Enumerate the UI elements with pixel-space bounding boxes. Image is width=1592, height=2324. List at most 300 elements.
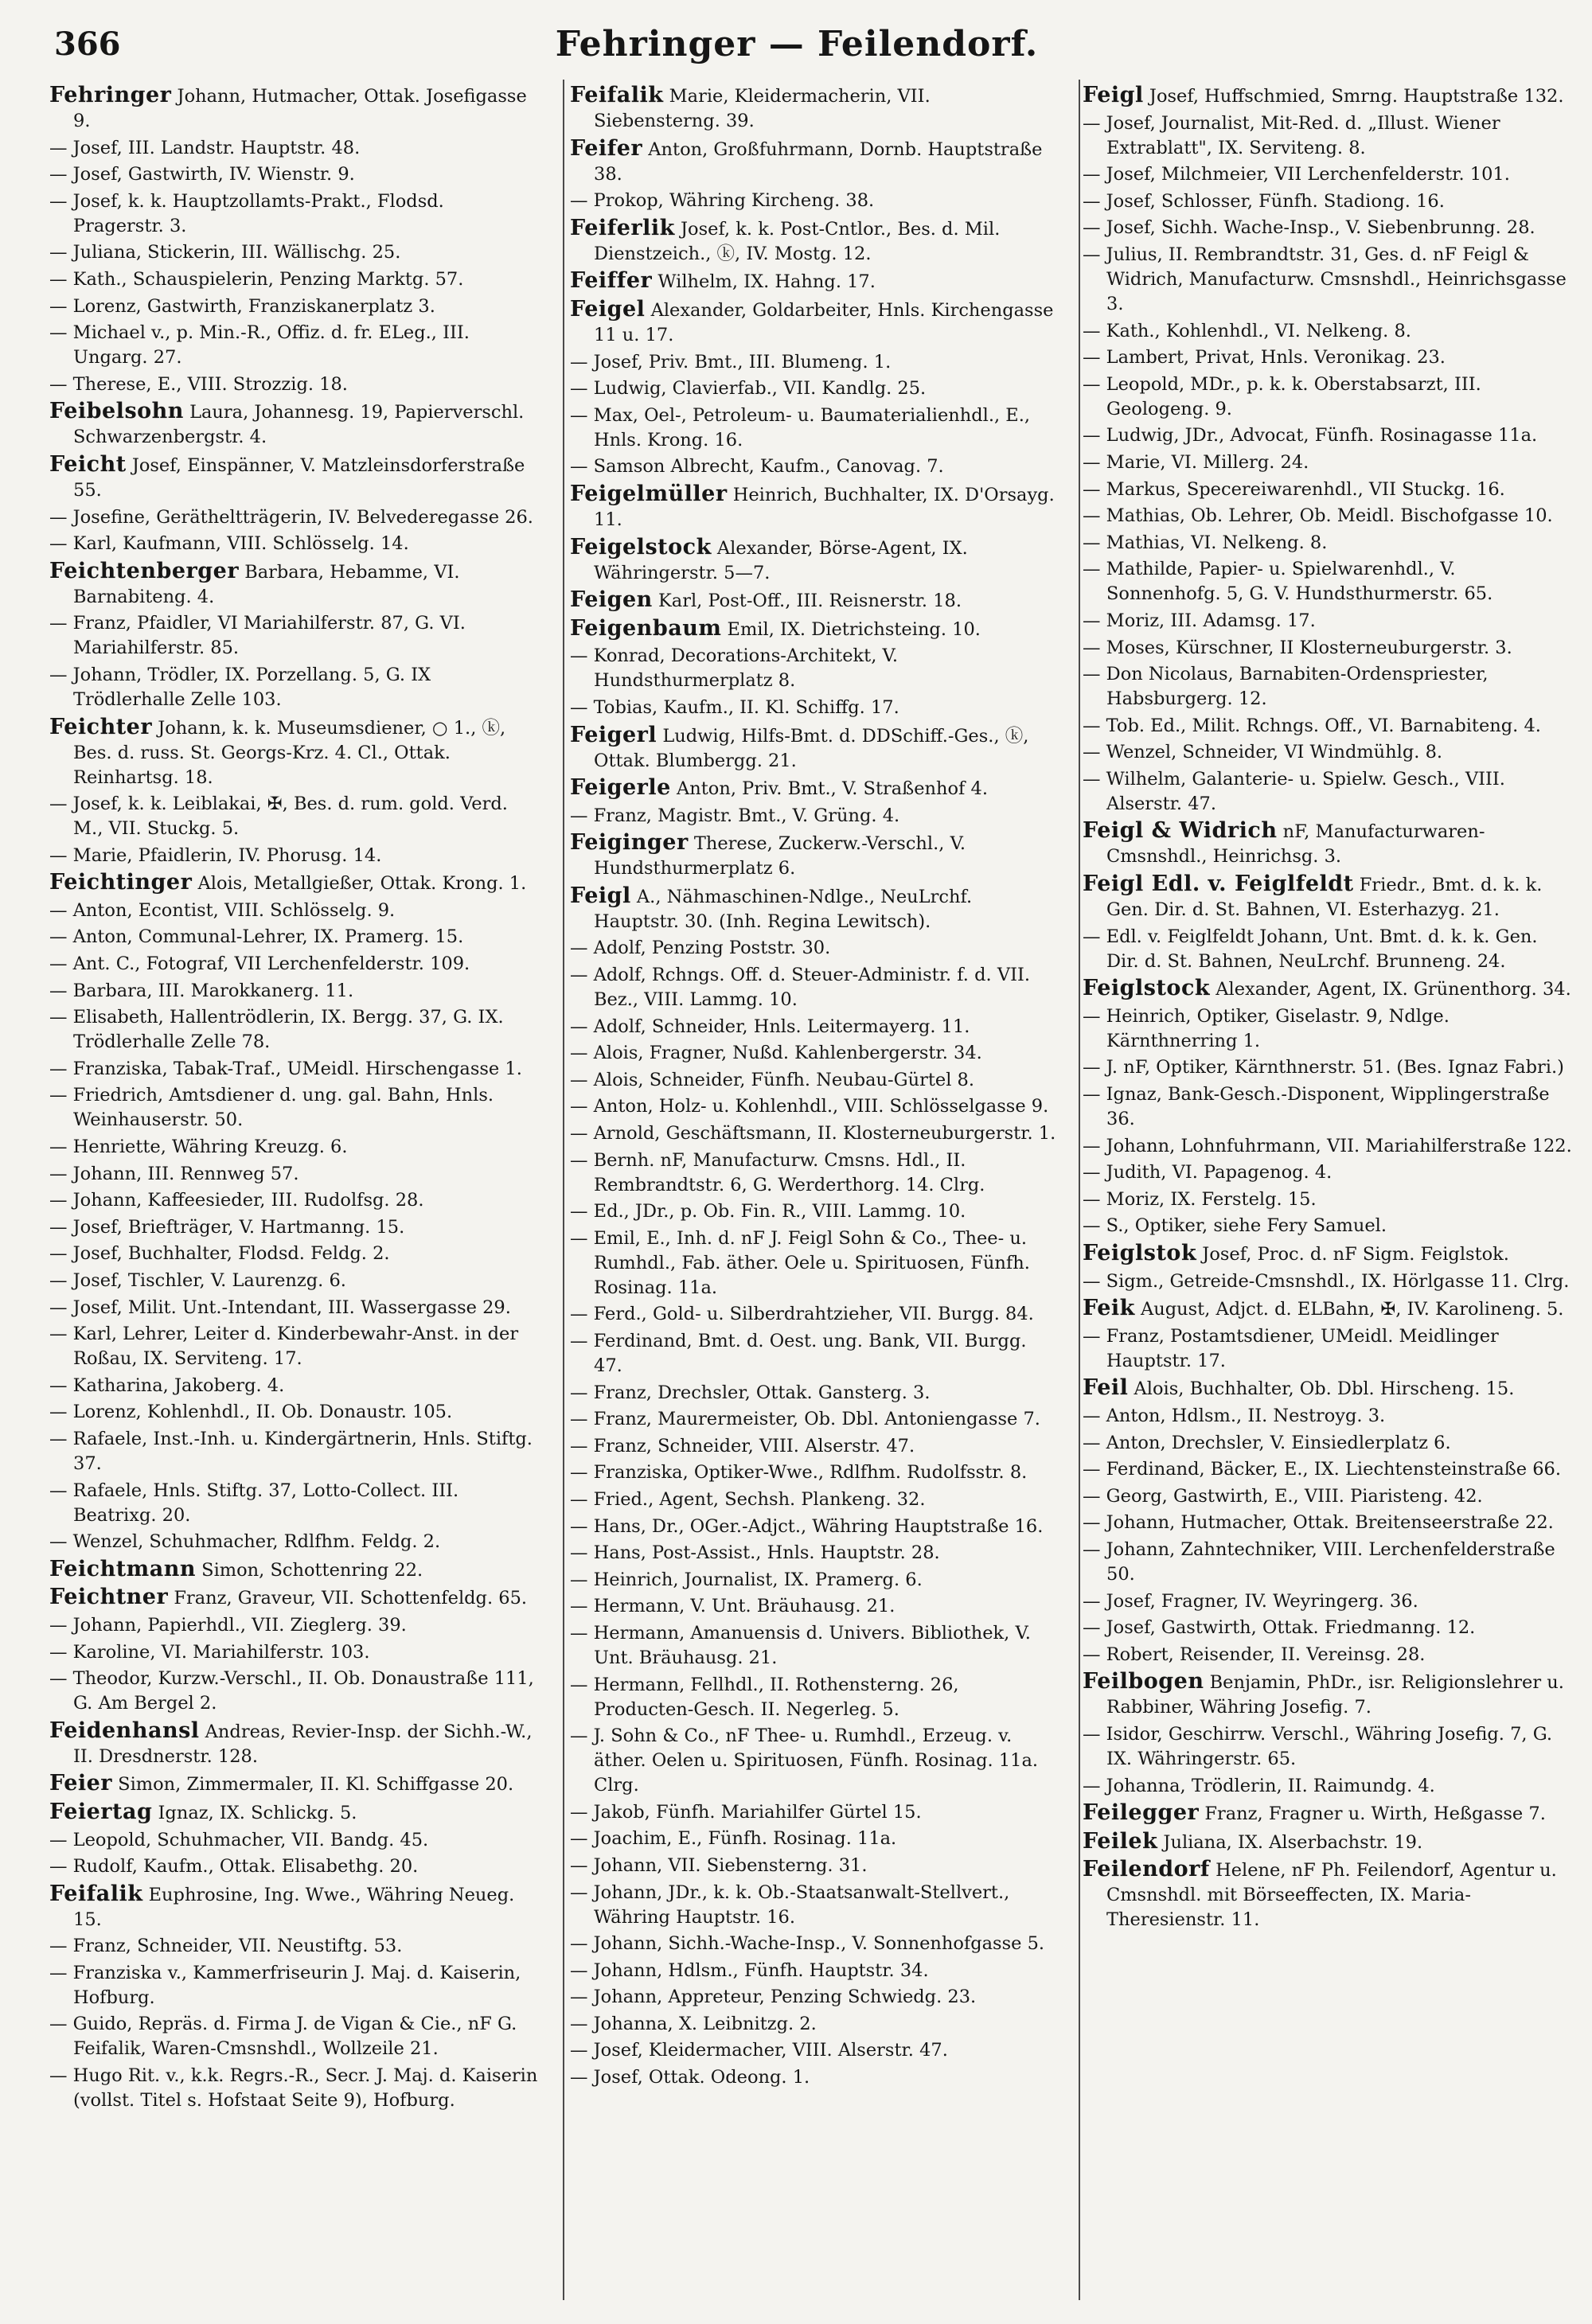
entry-details: Friedr., Bmt. d. k. k. Gen. Dir. d. St. Bahnen, VI. Esterhazyg. 21. xyxy=(1106,875,1543,921)
directory-entry xyxy=(1083,1082,1573,1132)
entry-surname: Feibelsohn xyxy=(49,399,184,424)
directory-entry xyxy=(1083,1511,1573,1535)
directory-entry xyxy=(570,83,1060,134)
directory-entry xyxy=(1083,1457,1573,1482)
directory-entry xyxy=(1083,740,1573,765)
entry-details: — Johann, Trödler, IX. Porzellang. 5, G. IX Trödlerhalle Zelle 103. xyxy=(49,664,431,710)
directory-entry xyxy=(49,844,540,868)
entry-details: — Johann, Hdlsm., Fünfh. Hauptstr. 34. xyxy=(570,1959,929,1981)
entry-details: — Josef, Priv. Bmt., III. Blumeng. 1. xyxy=(570,351,892,372)
entry-details: — Heinrich, Optiker, Giselastr. 9, Ndlge. Kärnthnerring 1. xyxy=(1083,1005,1450,1051)
directory-entry xyxy=(49,240,540,265)
entry-details: Alexander, Goldarbeiter, Hnls. Kirchengasse 11 u. 17. xyxy=(594,299,1054,345)
directory-entry xyxy=(1083,1800,1573,1827)
entry-details: — Guido, Repräs. d. Firma J. de Vigan & Cie., nF G. Feifalik, Waren-Cmsnshdl., Wollzeile 21. xyxy=(49,2014,517,2060)
entry-details: Alexander, Börse-Agent, IX. Währingerstr. 5—7. xyxy=(594,537,968,583)
entry-details: — Ferd., Gold- u. Silberdrahtzieher, VII. Burgg. 84. xyxy=(570,1304,1034,1325)
entry-details: — Heinrich, Journalist, IX. Pramerg. 6. xyxy=(570,1569,923,1590)
entry-surname: Feidenhansl xyxy=(49,1718,200,1743)
entry-details: — J. Sohn & Co., nF Thee- u. Rumhdl., Erzeug. v. äther. Oelen u. Spirituosen, Fünfh. Rosinag. 11a. Clrg. xyxy=(570,1725,1039,1796)
directory-entry xyxy=(1083,345,1573,370)
entry-surname: Feiffer xyxy=(570,268,653,294)
entry-details: — Josef, Sichh. Wache-Insp., V. Siebenbrunng. 28. xyxy=(1083,217,1535,239)
entry-details: — Karl, Kaufmann, VIII. Schlösselg. 14. xyxy=(49,533,409,555)
entry-surname: Feigelmüller xyxy=(570,481,728,506)
entry-surname: Feiglstock xyxy=(1083,976,1211,1001)
directory-entry xyxy=(1083,1004,1573,1054)
entry-details: — Franziska, Optiker-Wwe., Rdlfhm. Rudolfsstr. 8. xyxy=(570,1462,1028,1484)
entry-details: — Johanna, Trödlerin, II. Raimundg. 4. xyxy=(1083,1775,1435,1796)
entry-details: — Tobias, Kaufm., II. Kl. Schiffg. 17. xyxy=(570,696,899,718)
directory-entry xyxy=(49,1188,540,1213)
directory-entry xyxy=(1083,557,1573,606)
directory-entry xyxy=(49,189,540,239)
entry-surname: Feiginger xyxy=(570,830,689,856)
entry-details: — Franz, Maurermeister, Ob. Dbl. Antoniengasse 7. xyxy=(570,1409,1040,1430)
directory-entry xyxy=(49,1269,540,1293)
entry-surname: Feilek xyxy=(1083,1828,1158,1854)
entry-details: — Hans, Dr., OGer.-Adjct., Währing Hauptstraße 16. xyxy=(570,1515,1044,1537)
entry-details: — Katharina, Jakoberg. 4. xyxy=(49,1375,285,1396)
entry-details: — Anton, Communal-Lehrer, IX. Pramerg. 15. xyxy=(49,926,464,948)
entry-details: — Lorenz, Kohlenhdl., II. Ob. Donaustr. 105. xyxy=(49,1402,453,1423)
directory-entry xyxy=(570,1724,1060,1798)
directory-entry xyxy=(1083,319,1573,344)
directory-entry xyxy=(570,587,1060,614)
directory-entry xyxy=(49,1881,540,1932)
entry-details: — Rafaele, Hnls. Stiftg. 37, Lotto-Collect. III. Beatrixg. 20. xyxy=(49,1480,459,1526)
directory-entry xyxy=(570,350,1060,375)
entry-details: — Kath., Schauspielerin, Penzing Marktg. 57. xyxy=(49,268,464,290)
entry-surname: Feifalik xyxy=(570,83,664,107)
entry-details: — Samson Albrecht, Kaufm., Canovag. 7. xyxy=(570,456,944,478)
directory-entry xyxy=(570,2065,1060,2090)
entry-details: — Fried., Agent, Sechsh. Plankeng. 32. xyxy=(570,1488,926,1510)
entry-details: Andreas, Revier-Insp. der Sichh.-W., II. Dresdnerstr. 128. xyxy=(73,1721,533,1767)
entry-details: — Isidor, Geschirrw. Verschl., Währing Josefig. 7, G. IX. Währingerstr. 65. xyxy=(1083,1723,1553,1769)
entry-details: — Ignaz, Bank-Gesch.-Disponent, Wipplingerstraße 36. xyxy=(1083,1084,1550,1130)
entry-details: — Moriz, III. Adamsg. 17. xyxy=(1083,610,1316,631)
directory-entry xyxy=(49,505,540,530)
directory-entry xyxy=(1083,1296,1573,1322)
directory-entry xyxy=(1083,423,1573,448)
entry-details: — Adolf, Schneider, Hnls. Leitermayerg. 11. xyxy=(570,1016,970,1037)
directory-entry xyxy=(49,1005,540,1055)
entry-details: — Josef, Ottak. Odeong. 1. xyxy=(570,2067,810,2088)
directory-entry xyxy=(1083,111,1573,161)
entry-details: Laura, Johannesg. 19, Papierverschl. Schwarzenbergstr. 4. xyxy=(73,402,525,448)
directory-entry xyxy=(1083,1134,1573,1159)
directory-entry xyxy=(49,1828,540,1853)
directory-entry xyxy=(49,267,540,292)
directory-entry xyxy=(570,1854,1060,1878)
entry-surname: Feifalik xyxy=(49,1881,143,1906)
directory-entry xyxy=(49,1242,540,1266)
entry-details: — Leopold, MDr., p. k. k. Oberstabsarzt, III. Geologeng. 9. xyxy=(1083,373,1481,419)
entry-details: — Alois, Schneider, Fünfh. Neubau-Gürtel 8. xyxy=(570,1069,975,1090)
directory-entry xyxy=(570,297,1060,348)
directory-entry xyxy=(49,952,540,977)
directory-entry xyxy=(570,1515,1060,1539)
directory-entry xyxy=(1083,609,1573,634)
directory-entry xyxy=(1083,1538,1573,1587)
directory-entry xyxy=(570,1068,1060,1093)
directory-entry xyxy=(49,1934,540,1959)
entry-surname: Feicht xyxy=(49,451,127,477)
entry-details: — Josef, Briefträger, V. Hartmanng. 15. xyxy=(49,1216,405,1238)
entry-surname: Feigl xyxy=(1083,83,1144,107)
entry-surname: Feigen xyxy=(570,587,653,613)
directory-entry xyxy=(49,1854,540,1879)
entry-details: — Henriette, Währing Kreuzg. 6. xyxy=(49,1137,348,1158)
entry-details: — Hermann, Fellhdl., II. Rothensterng. 26, Producten-Gesch. II. Negerleg. 5. xyxy=(570,1674,959,1720)
entry-details: Juliana, IX. Alserbachstr. 19. xyxy=(1157,1831,1423,1853)
directory-entry xyxy=(570,1488,1060,1512)
directory-entry xyxy=(1083,531,1573,556)
directory-entry xyxy=(570,1932,1060,1956)
entry-details: — Juliana, Stickerin, III. Wällischg. 25. xyxy=(49,242,401,263)
entry-details: Alexander, Agent, IX. Grünenthorg. 34. xyxy=(1210,979,1571,1000)
directory-entry xyxy=(1083,1241,1573,1267)
entry-surname: Feik xyxy=(1083,1296,1135,1321)
directory-entry xyxy=(570,216,1060,267)
entry-details: A., Nähmaschinen-Ndlge., NeuLrchf. Hauptstr. 30. (Inh. Regina Lewitsch). xyxy=(594,886,973,932)
entry-details: — Ant. C., Fotograf, VII Lerchenfelderstr. 109. xyxy=(49,953,470,975)
directory-entry xyxy=(49,611,540,661)
directory-entry xyxy=(570,2038,1060,2063)
entry-surname: Feigerl xyxy=(570,722,657,747)
directory-entry xyxy=(570,1199,1060,1224)
directory-entry xyxy=(49,1667,540,1716)
directory-entry xyxy=(49,792,540,841)
entry-surname: Feilbogen xyxy=(1083,1669,1204,1694)
directory-entry xyxy=(49,1718,540,1769)
directory-entry xyxy=(570,696,1060,720)
directory-entry xyxy=(570,1094,1060,1119)
entry-details: — Joachim, E., Fünfh. Rosinag. 11a. xyxy=(570,1828,897,1850)
entry-details: — Josef, III. Landstr. Hauptstr. 48. xyxy=(49,137,361,158)
directory-entry xyxy=(49,1427,540,1476)
directory-entry xyxy=(570,535,1060,586)
entry-details: Johann, Hutmacher, Ottak. Josefigasse 9. xyxy=(73,86,527,131)
directory-entry xyxy=(1083,504,1573,528)
entry-details: Benjamin, PhDr., isr. Religionslehrer u. Rabbiner, Währing Josefig. 7. xyxy=(1106,1672,1564,1718)
page-title: Fehringer — Feilendorf. xyxy=(555,24,1039,64)
entry-details: — Josef, Milchmeier, VII Lerchenfelderstr. 101. xyxy=(1083,164,1510,185)
entry-details: — Josefine, Gerätheltträgerin, IV. Belvederegasse 26. xyxy=(49,506,533,528)
directory-entry xyxy=(570,268,1060,294)
directory-entry xyxy=(570,1302,1060,1327)
entry-details: — Moriz, IX. Ferstelg. 15. xyxy=(1083,1188,1317,1210)
directory-entry xyxy=(49,1800,540,1826)
directory-entry xyxy=(49,136,540,161)
entry-surname: Feil xyxy=(1083,1375,1129,1401)
entry-details: Euphrosine, Ing. Wwe., Währing Neueg. 15. xyxy=(73,1884,515,1930)
directory-entry xyxy=(1083,189,1573,214)
entry-details: — Mathilde, Papier- u. Spielwarenhdl., V. Sonnenhofg. 5, G. V. Hundsthurmerstr. 65. xyxy=(1083,559,1493,605)
entry-details: — Max, Oel-, Petroleum- u. Baumaterialienhdl., E., Hnls. Krong. 16. xyxy=(570,404,1031,450)
entry-details: — Markus, Specereiwarenhdl., VII Stuckg. 16. xyxy=(1083,478,1505,500)
directory-entry xyxy=(570,1881,1060,1930)
directory-entry xyxy=(49,532,540,556)
entry-details: — Anton, Econtist, VIII. Schlösselg. 9. xyxy=(49,899,396,921)
directory-entry xyxy=(1083,1722,1573,1772)
directory-entry xyxy=(570,1434,1060,1459)
entry-surname: Feigerle xyxy=(570,775,671,801)
entry-details: — Adolf, Penzing Poststr. 30. xyxy=(570,938,831,959)
entry-details: — Ferdinand, Bmt. d. Oest. ung. Bank, VII. Burgg. 47. xyxy=(570,1331,1027,1376)
directory-entry xyxy=(49,925,540,949)
entry-details: — J. nF, Optiker, Kärnthnerstr. 51. (Bes. Ignaz Fabri.) xyxy=(1083,1057,1564,1078)
entry-details: — Josef, Journalist, Mit-Red. d. „Illust. Wiener Extrablatt", IX. Serviteng. 8. xyxy=(1083,112,1500,158)
directory-entry xyxy=(1083,1160,1573,1185)
entry-details: — Karl, Lehrer, Leiter d. Kinderbewahr-Anst. in der Roßau, IX. Serviteng. 17. xyxy=(49,1324,519,1370)
directory-entry xyxy=(570,136,1060,187)
entry-details: — Alois, Fragner, Nußd. Kahlenbergerstr. 34. xyxy=(570,1043,982,1064)
directory-entry xyxy=(1083,872,1573,922)
entry-surname: Feiglstok xyxy=(1083,1241,1197,1265)
directory-entry xyxy=(1083,1324,1573,1374)
directory-entry xyxy=(49,83,540,134)
directory-entry xyxy=(570,1381,1060,1406)
directory-entry xyxy=(570,723,1060,774)
directory-entry xyxy=(570,804,1060,829)
entry-details: — Franz, Magistr. Bmt., V. Grüng. 4. xyxy=(570,805,900,826)
directory-entry xyxy=(570,1460,1060,1485)
directory-entry xyxy=(570,883,1060,934)
entry-details: — Franz, Postamtsdiener, UMeidl. Meidlinger Hauptstr. 17. xyxy=(1083,1325,1499,1371)
entry-details: — Moses, Kürschner, II Klosterneuburgerstr. 3. xyxy=(1083,637,1512,658)
entry-details: — Wenzel, Schuhmacher, Rdlfhm. Feldg. 2. xyxy=(49,1531,441,1553)
directory-entry xyxy=(1083,243,1573,317)
entry-surname: Feiferlik xyxy=(570,215,675,240)
entry-details: — Marie, VI. Millerg. 24. xyxy=(1083,451,1309,473)
directory-entry xyxy=(570,936,1060,961)
entry-details: — Julius, II. Rembrandtstr. 31, Ges. d. nF Feigl & Widrich, Manufacturw. Cmsnshdl., Heinrichsgasse 3. xyxy=(1083,244,1567,314)
directory-entry xyxy=(1083,1269,1573,1294)
entry-details: — Prokop, Währing Kircheng. 38. xyxy=(570,190,875,212)
directory-entry xyxy=(49,1400,540,1425)
directory-entry xyxy=(570,454,1060,479)
entry-details: — Theodor, Kurzw.-Verschl., II. Ob. Donaustraße 111, G. Am Bergel 2. xyxy=(49,1668,534,1714)
directory-entry xyxy=(49,1215,540,1240)
entry-details: Josef, Huffschmied, Smrng. Hauptstraße 132. xyxy=(1143,86,1564,107)
entry-details: — Lorenz, Gastwirth, Franziskanerplatz 3. xyxy=(49,295,435,317)
entry-details: — Johann, JDr., k. k. Ob.-Staatsanwalt-Stellvert., Währing Hauptstr. 16. xyxy=(570,1881,1010,1928)
entry-surname: Feiertag xyxy=(49,1799,153,1824)
directory-entry xyxy=(1083,767,1573,817)
directory-entry xyxy=(49,1479,540,1528)
entry-details: Franz, Fragner u. Wirth, Heßgasse 7. xyxy=(1199,1803,1546,1825)
directory-entry xyxy=(1083,478,1573,502)
entry-details: Barbara, Hebamme, VI. Barnabiteng. 4. xyxy=(73,561,460,607)
entry-details: — Franz, Schneider, VII. Neustiftg. 53. xyxy=(49,1936,403,1957)
entry-details: Karl, Post-Off., III. Reisnerstr. 18. xyxy=(652,591,962,612)
entry-surname: Feier xyxy=(49,1771,113,1796)
entry-details: — Robert, Reisender, II. Vereinsg. 28. xyxy=(1083,1644,1426,1665)
directory-entry xyxy=(1083,216,1573,240)
entry-details: — Kath., Kohlenhdl., VI. Nelkeng. 8. xyxy=(1083,320,1411,341)
directory-entry xyxy=(49,1296,540,1320)
entry-details: — Josef, Fragner, IV. Weyringerg. 36. xyxy=(1083,1590,1418,1612)
entry-details: — Johanna, X. Leibnitzg. 2. xyxy=(570,2013,817,2034)
entry-details: — Josef, Gastwirth, Ottak. Friedmanng. 12. xyxy=(1083,1617,1476,1639)
entry-details: — Johann, Lohnfuhrmann, VII. Mariahilferstraße 122. xyxy=(1083,1135,1572,1156)
entry-details: Helene, nF Ph. Feilendorf, Agentur u. Cmsnshdl. mit Börseeffecten, IX. Maria-Theresienstr. 11. xyxy=(1106,1860,1557,1931)
entry-details: — Ferdinand, Bäcker, E., IX. Liechtensteinstraße 66. xyxy=(1083,1459,1562,1480)
entry-details: — Don Nicolaus, Barnabiten-Ordenspriester, Habsburgerg. 12. xyxy=(1083,664,1489,710)
entry-details: — Johann, Sichh.-Wache-Insp., V. Sonnenhofgasse 5. xyxy=(570,1933,1045,1955)
directory-entry xyxy=(49,899,540,923)
entry-details: — Josef, k. k. Leiblakai, ✠, Bes. d. rum. gold. Verd. M., VII. Stuckg. 5. xyxy=(49,794,508,840)
entry-surname: Feifer xyxy=(570,135,643,161)
directory-entry xyxy=(570,1226,1060,1300)
entry-details: — Anton, Hdlsm., II. Nestroyg. 3. xyxy=(1083,1405,1386,1426)
directory-entry xyxy=(1083,976,1573,1002)
directory-entry xyxy=(49,2064,540,2113)
directory-entry xyxy=(1083,1616,1573,1640)
directory-entry xyxy=(1083,1643,1573,1667)
entry-details: — Sigm., Getreide-Cmsnshdl., IX. Hörlgasse 11. Clrg. xyxy=(1083,1270,1570,1292)
directory-entry xyxy=(49,294,540,319)
directory-entry xyxy=(49,663,540,712)
entry-details: Therese, Zuckerw.-Verschl., V. Hundsthurmerplatz 6. xyxy=(594,833,966,879)
entry-details: Johann, k. k. Museumsdiener, ○ 1., ⓚ, Bes. d. russ. St. Georgs-Krz. 4. Cl., Ottak. Reinhartsg. 18. xyxy=(73,717,506,788)
entry-surname: Feigelstock xyxy=(570,534,712,560)
entry-details: — Arnold, Geschäftsmann, II. Klosterneuburgerstr. 1. xyxy=(570,1123,1056,1144)
directory-entry xyxy=(570,1621,1060,1671)
directory-entry xyxy=(49,870,540,896)
entry-details: — Franz, Pfaidler, VI Mariahilferstr. 87, G. VI. Mariahilferstr. 85. xyxy=(49,613,466,659)
directory-entry xyxy=(570,376,1060,401)
directory-entry xyxy=(1083,1404,1573,1429)
directory-entry xyxy=(49,1961,540,2010)
entry-details: — Ludwig, Clavierfab., VII. Kandlg. 25. xyxy=(570,378,927,400)
entry-surname: Feigl & Widrich xyxy=(1083,818,1278,844)
entry-surname: Feichtner xyxy=(49,1585,169,1610)
column-3 xyxy=(1083,83,1573,2303)
directory-entry xyxy=(49,372,540,397)
entry-details: — Franz, Schneider, VIII. Alserstr. 47. xyxy=(570,1435,915,1456)
entry-surname: Feichter xyxy=(49,714,153,739)
directory-entry xyxy=(570,830,1060,881)
entry-details: — Emil, E., Inh. d. nF J. Feigl Sohn & Co., Thee- u. Rumhdl., Fab. äther. Oele u. Spirituosen, Fünfh. Rosinag. 11a. xyxy=(570,1227,1030,1298)
entry-details: Franz, Graveur, VII. Schottenfeldg. 65. xyxy=(168,1588,528,1609)
entry-details: — Josef, Milit. Unt.-Intendant, III. Wassergasse 29. xyxy=(49,1297,511,1318)
directory-entry xyxy=(49,979,540,1004)
entry-details: Alois, Buchhalter, Ob. Dbl. Hirscheng. 15. xyxy=(1128,1378,1515,1400)
entry-details: Josef, Einspänner, V. Matzleinsdorferstraße 55. xyxy=(73,454,525,501)
directory-entry xyxy=(49,1613,540,1638)
entry-details: — Tob. Ed., Milit. Rchngs. Off., VI. Barnabiteng. 4. xyxy=(1083,715,1541,736)
entry-details: — Leopold, Schuhmacher, VII. Bandg. 45. xyxy=(49,1829,429,1850)
entry-details: — Mathias, Ob. Lehrer, Ob. Meidl. Bischofgasse 10. xyxy=(1083,505,1553,527)
directory-entry xyxy=(49,452,540,503)
entry-details: Heinrich, Buchhalter, IX. D'Orsayg. 11. xyxy=(594,484,1055,530)
entry-details: — Elisabeth, Hallentrödlerin, IX. Bergg. 37, G. IX. Trödlerhalle Zelle 78. xyxy=(49,1007,504,1053)
entry-details: — Hugo Rit. v., k.k. Regrs.-R., Secr. J. Maj. d. Kaiserin (vollst. Titel s. Hofstaat Seite 9), Hofburg. xyxy=(49,2065,538,2111)
entry-details: — Karoline, VI. Mariahilferstr. 103. xyxy=(49,1641,370,1663)
entry-details: Ludwig, Hilfs-Bmt. d. DDSchiff.-Ges., ⓚ, Ottak. Blumbergg. 21. xyxy=(594,725,1029,771)
entry-details: — Franz, Drechsler, Ottak. Gansterg. 3. xyxy=(570,1382,931,1403)
entry-details: Alois, Metallgießer, Ottak. Krong. 1. xyxy=(192,873,527,895)
entry-details: — Jakob, Fünfh. Mariahilfer Gürtel 15. xyxy=(570,1801,922,1823)
entry-details: — Johann, Hutmacher, Ottak. Breitenseerstraße 22. xyxy=(1083,1512,1554,1534)
entry-details: — Edl. v. Feiglfeldt Johann, Unt. Bmt. d. k. k. Gen. Dir. d. St. Bahnen, NeuLrchf. Brunneng. 24. xyxy=(1083,926,1538,972)
entry-details: — Wenzel, Schneider, VI Windmühlg. 8. xyxy=(1083,742,1443,763)
entry-surname: Feichtenberger xyxy=(49,558,240,583)
directory-entry xyxy=(1083,1829,1573,1855)
entry-details: Simon, Zimmermaler, II. Kl. Schiffgasse 20. xyxy=(112,1774,514,1796)
directory-entry xyxy=(49,715,540,790)
entry-details: — Rafaele, Inst.-Inh. u. Kindergärtnerin, Hnls. Stiftg. 37. xyxy=(49,1428,533,1474)
entry-details: — Franziska, Tabak-Traf., UMeidl. Hirschengasse 1. xyxy=(49,1058,522,1079)
entry-surname: Feichtmann xyxy=(49,1556,196,1581)
entry-surname: Feichtinger xyxy=(49,870,193,895)
directory-entry xyxy=(1083,1431,1573,1456)
entry-details: — Josef, Kleidermacher, VIII. Alserstr. 47. xyxy=(570,2040,948,2061)
page-header xyxy=(21,22,1573,67)
directory-entry xyxy=(570,1800,1060,1825)
directory-entry xyxy=(49,1557,540,1583)
entry-details: — Johann, Kaffeesieder, III. Rudolfsg. 28. xyxy=(49,1190,424,1211)
entry-details: — Johann, Appreteur, Penzing Schwiedg. 23. xyxy=(570,1987,977,2008)
directory-entry xyxy=(570,2012,1060,2037)
entry-details: — Georg, Gastwirth, E., VIII. Piaristeng. 42. xyxy=(1083,1485,1483,1507)
directory-entry xyxy=(49,1322,540,1371)
entry-details: — Barbara, III. Marokkanerg. 11. xyxy=(49,980,354,1001)
directory-entry xyxy=(1083,925,1573,974)
entry-surname: Feigenbaum xyxy=(570,615,722,641)
entry-details: Ignaz, IX. Schlickg. 5. xyxy=(152,1802,357,1823)
directory-entry xyxy=(570,616,1060,642)
entry-details: Josef, Proc. d. nF Sigm. Feiglstok. xyxy=(1196,1244,1509,1265)
entry-details: Josef, k. k. Post-Cntlor., Bes. d. Mil. Dienstzeich., ⓚ, IV. Mostg. 12. xyxy=(594,218,1001,264)
directory-entry xyxy=(1083,1669,1573,1720)
directory-entry xyxy=(49,321,540,370)
entry-details: — S., Optiker, siehe Fery Samuel. xyxy=(1083,1215,1387,1237)
directory-entry xyxy=(49,1530,540,1554)
directory-entry xyxy=(49,399,540,450)
entry-details: — Ludwig, JDr., Advocat, Fünfh. Rosinagasse 11a. xyxy=(1083,425,1538,446)
entry-surname: Feigl xyxy=(570,883,631,908)
directory-entry xyxy=(570,1985,1060,2010)
directory-entry xyxy=(570,1329,1060,1378)
entry-details: Marie, Kleidermacherin, VII. Siebensterng. 39. xyxy=(594,86,931,131)
column-2 xyxy=(570,83,1060,2303)
directory-entry xyxy=(49,1057,540,1082)
entry-details: Anton, Priv. Bmt., V. Straßenhof 4. xyxy=(670,778,989,800)
directory-columns xyxy=(49,83,1572,2303)
entry-details: — Ed., JDr., p. Ob. Fin. R., VIII. Lammg. 10. xyxy=(570,1201,966,1222)
entry-details: — Friedrich, Amtsdiener d. ung. gal. Bahn, Hnls. Weinhauserstr. 50. xyxy=(49,1085,494,1131)
directory-entry xyxy=(1083,662,1573,712)
directory-entry xyxy=(570,189,1060,213)
entry-surname: Feigel xyxy=(570,296,646,322)
directory-entry xyxy=(49,559,540,610)
entry-surname: Fehringer xyxy=(49,83,172,107)
directory-entry xyxy=(49,1083,540,1133)
directory-entry xyxy=(570,644,1060,693)
directory-entry xyxy=(570,1148,1060,1198)
entry-details: — Anton, Holz- u. Kohlenhdl., VIII. Schlösselgasse 9. xyxy=(570,1096,1049,1117)
entry-details: — Marie, Pfaidlerin, IV. Phorusg. 14. xyxy=(49,844,382,866)
entry-details: — Hans, Post-Assist., Hnls. Hauptstr. 28. xyxy=(570,1542,940,1564)
entry-details: Emil, IX. Dietrichsteing. 10. xyxy=(721,618,981,640)
entry-details: — Konrad, Decorations-Architekt, V. Hundsthurmerplatz 8. xyxy=(570,645,898,692)
entry-details: — Judith, VI. Papagenog. 4. xyxy=(1083,1162,1333,1183)
directory-entry xyxy=(1083,818,1573,869)
